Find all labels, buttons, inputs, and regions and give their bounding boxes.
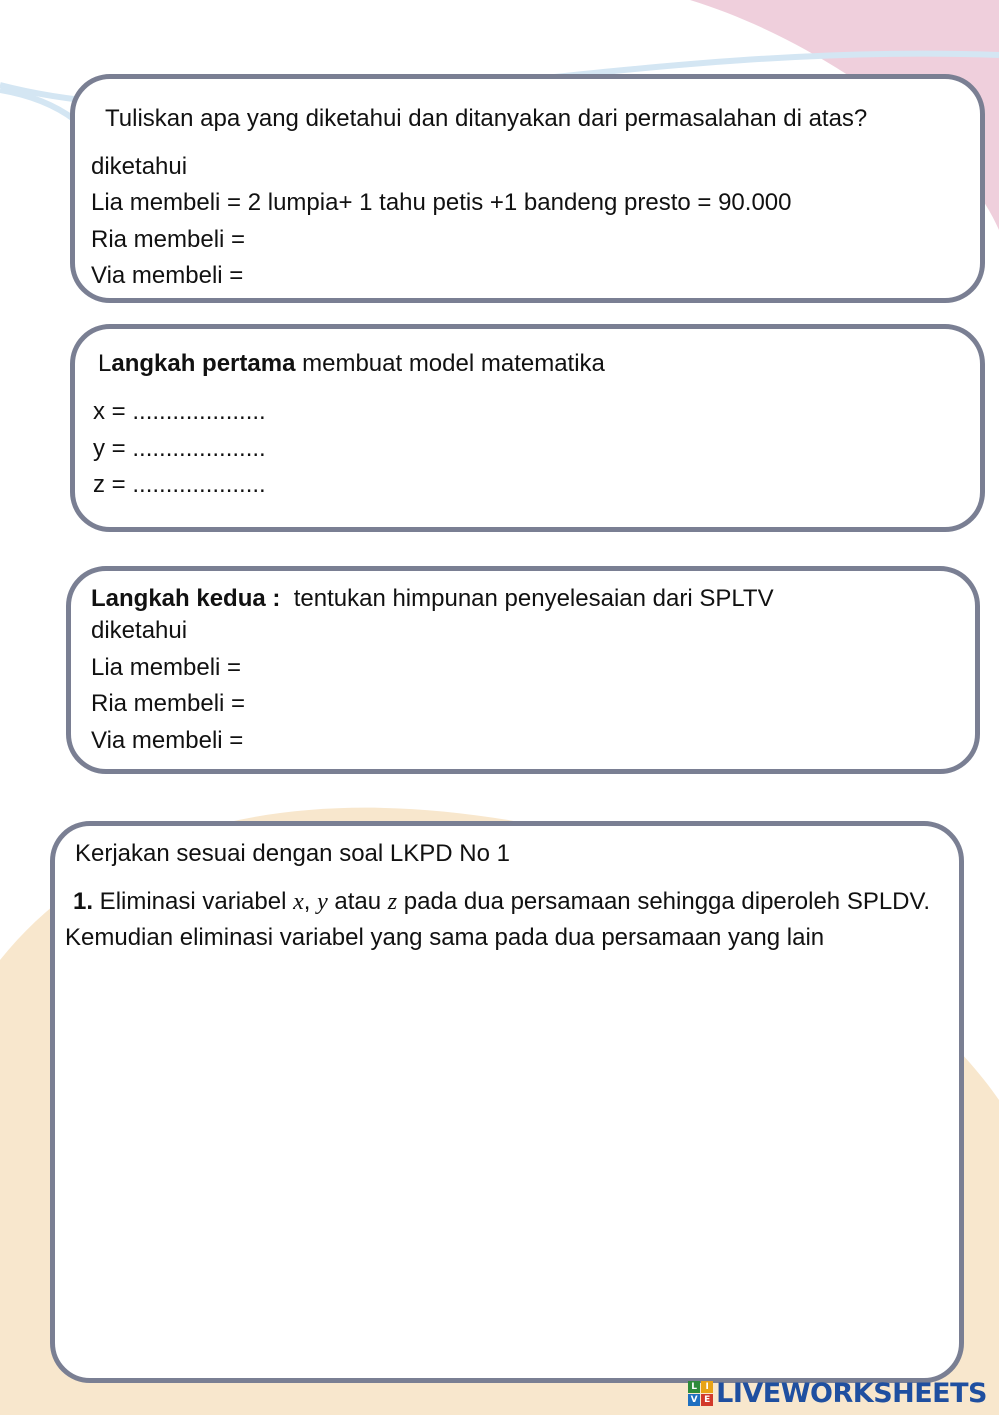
card3-line-via: Via membeli = (91, 727, 244, 754)
card3-title (91, 581, 774, 617)
card4-var-y: y (317, 889, 328, 915)
logo-grid-v: V (688, 1394, 700, 1406)
card4-header: Kerjakan sesuai dengan soal LKPD No 1 (75, 840, 510, 867)
card1-line-ria: Ria membeli = (91, 226, 246, 253)
logo-grid-e: E (701, 1394, 713, 1406)
card2-var-y: y = .................... (93, 435, 266, 462)
card2-title-l: L (98, 350, 112, 377)
card4-step-text-a: Eliminasi variabel (93, 888, 294, 915)
card1-question: Tuliskan apa yang diketahui dan ditanyakan dari permasalahan di atas? (105, 105, 868, 132)
answer-area[interactable] (65, 1006, 950, 1366)
logo-text: LIVEWORKSHEETS (716, 1378, 987, 1409)
card3-line-ria: Ria membeli = (91, 690, 246, 717)
step-one-card (70, 324, 985, 532)
card2-title-rest: membuat model matematika (295, 350, 605, 377)
logo-grid-i: I (701, 1381, 713, 1393)
known-question-card (70, 74, 985, 303)
card3-known-label: diketahui (91, 617, 188, 644)
card1-line-via: Via membeli = (91, 262, 244, 289)
liveworksheets-logo[interactable] (688, 1378, 987, 1409)
card4-step-text-c: pada dua persamaan sehingga diperoleh SPLDV. Kemudian eliminasi variabel yang sama pada dua persamaan yang lain (65, 888, 930, 951)
step-two-card (66, 566, 980, 774)
card2-title (98, 346, 605, 382)
card1-line-lia: Lia membeli = 2 lumpia+ 1 tahu petis +1 bandeng presto = 90.000 (91, 189, 792, 216)
card2-title-bold: angkah pertama (111, 350, 296, 377)
card2-var-x: x = .................... (93, 398, 266, 425)
card3-title-rest: tentukan himpunan penyelesaian dari SPLTV (280, 585, 774, 612)
card4-var-z: z (387, 889, 398, 915)
work-card (50, 821, 964, 1383)
card3-line-lia: Lia membeli = (91, 654, 242, 681)
card4-instruction (65, 884, 950, 956)
card4-step-text-b: atau (327, 888, 388, 915)
card3-title-bold: Langkah kedua : (91, 585, 281, 612)
card4-var-x: x (293, 889, 304, 915)
logo-grid-l: L (688, 1381, 700, 1393)
card4-sep: , (303, 888, 318, 915)
card2-var-z: z = .................... (93, 471, 266, 498)
card4-step-number: 1. (73, 888, 94, 915)
card1-known-label: diketahui (91, 153, 188, 180)
logo-mark-icon (688, 1381, 713, 1406)
